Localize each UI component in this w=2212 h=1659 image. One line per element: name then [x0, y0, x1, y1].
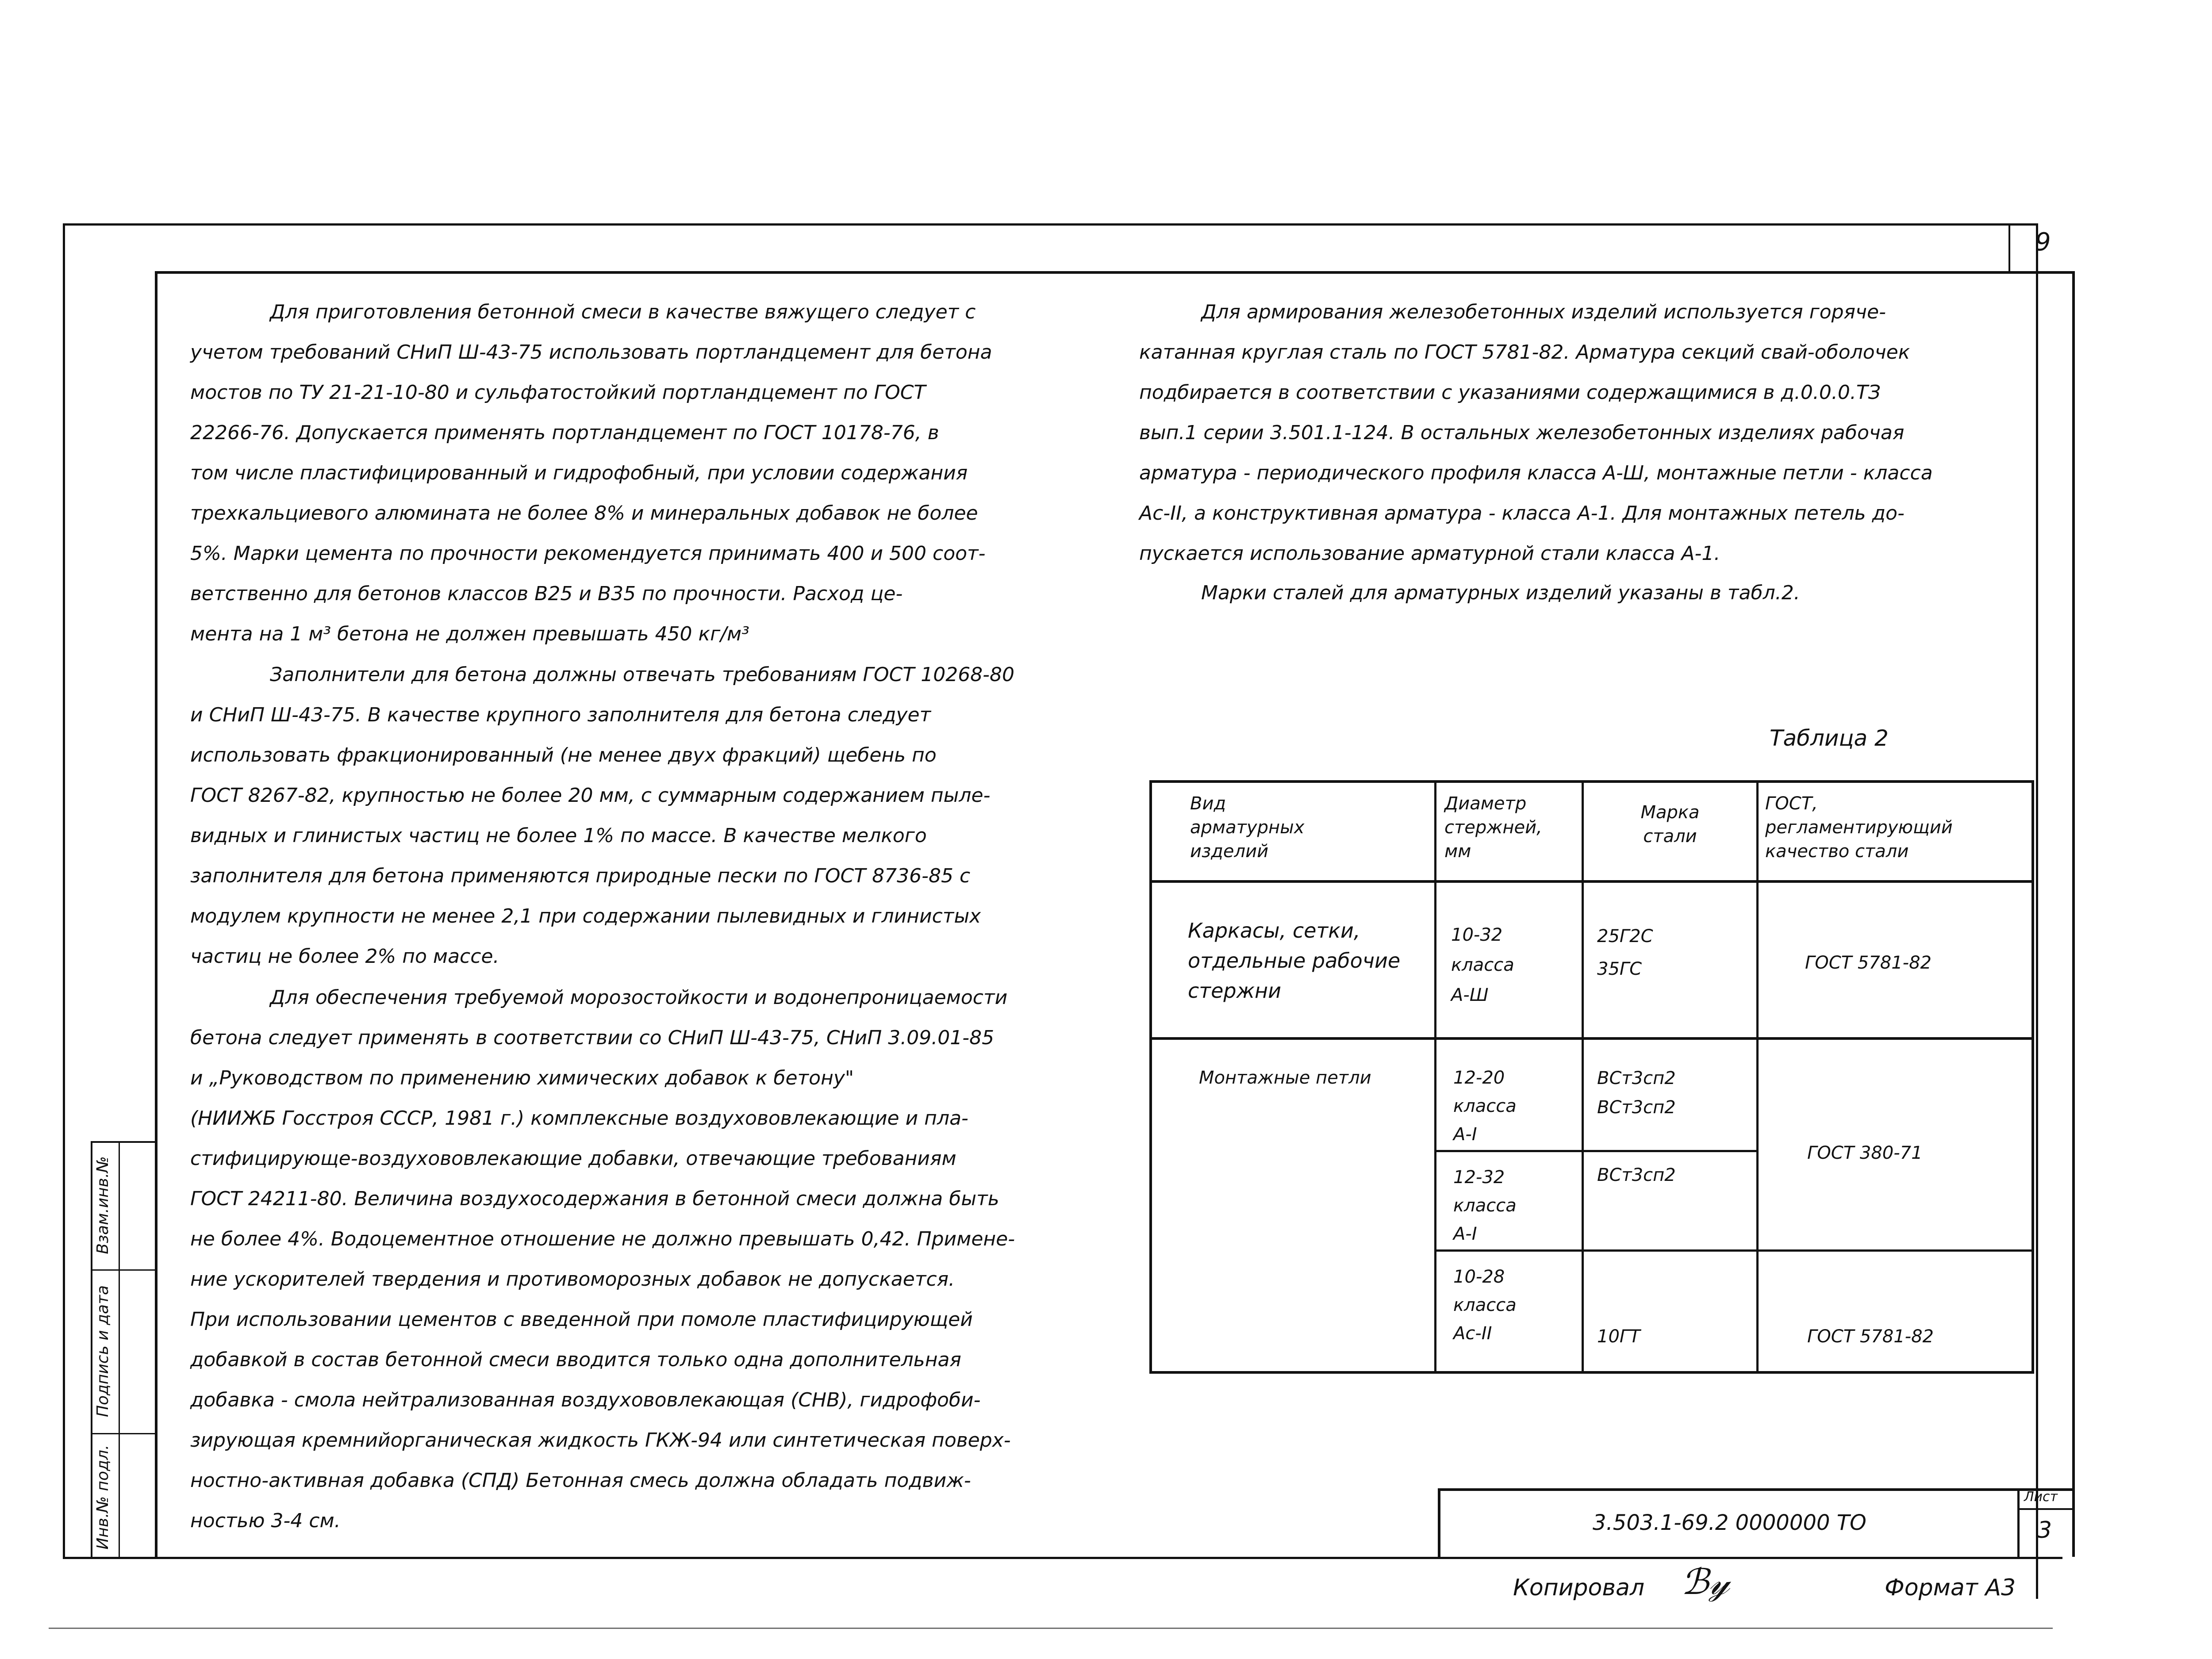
stamp-block-top: [91, 1141, 155, 1143]
copier-signature: ℬ𝓎: [1681, 1561, 1730, 1602]
title-block-left: [1438, 1488, 1440, 1557]
outer-frame-left: [63, 223, 65, 1559]
table-row-2-diameter: 12-20 класса А-I: [1453, 1068, 1517, 1145]
table-col-divider-3: [1756, 780, 1759, 1374]
inner-frame-top: [155, 271, 2075, 274]
table-border-top: [1149, 780, 2034, 783]
footer-underline: [49, 1628, 2053, 1629]
copied-by-label: Копировал: [1513, 1575, 1645, 1601]
table-border-left: [1149, 780, 1152, 1374]
right-paragraph-1: Для армирования железобетонных изделий используется горяче- катанная круглая сталь по ГОСТ 5781-82. Арматура секций свай-оболочек подбирается в соответствии с указаниями содержащимися в д.0.0.0.ТЗ вып.1 серии 3.501.1-124. В остальных железобетонных изделиях рабочая арматура - периодического профиля класса А-Ш, монтажные петли - класса Ас-II, а конструктивная арматура - класса А-1. Для монтажных петель до- пускается использование арматурной стали класса А-1.: [1139, 301, 1933, 565]
right-paragraph-2: Марки сталей для арматурных изделий указаны в табл.2.: [1201, 582, 1800, 604]
inner-frame-left: [155, 271, 157, 1557]
table-row-4-diameter: 10-28 класса Ас-II: [1453, 1267, 1517, 1344]
title-block-top: [1438, 1488, 2075, 1491]
table-row-2-kind: Монтажные петли: [1199, 1068, 1371, 1088]
stamp-signature-date: Подпись и дата: [94, 1285, 112, 1418]
title-block-sheet-divider: [2017, 1488, 2020, 1557]
sheet-label: Лист: [2024, 1489, 2058, 1505]
table-row-2-gost: ГОСТ 380-71: [1807, 1143, 1923, 1163]
sheet-number: 3: [2037, 1517, 2052, 1544]
table-row-3-steel: ВСт3сп2: [1597, 1165, 1676, 1185]
table-border-bottom: [1149, 1371, 2034, 1374]
stamp-replacement-inventory: Взам.инв.№: [94, 1156, 112, 1254]
stamp-block-left: [91, 1141, 92, 1557]
table-row-3-diameter: 12-32 класса А-I: [1453, 1167, 1517, 1244]
outer-frame-top: [63, 223, 2038, 226]
table-row-4-steel: 10ГТ: [1597, 1326, 1640, 1347]
format-label: Формат А3: [1885, 1575, 2016, 1601]
table-sub-1: [1434, 1150, 1756, 1152]
table-header-steel: Марка стали: [1640, 802, 1700, 847]
page-number: 9: [2035, 228, 2051, 257]
table-caption: Таблица 2: [1770, 725, 1889, 751]
page-number-box-left: [2008, 223, 2010, 271]
table-header-kind: Вид арматурных изделий: [1190, 793, 1305, 862]
stamp-block-mid: [119, 1141, 120, 1557]
table-col-divider-1: [1434, 780, 1436, 1374]
title-block-sheet-label-line: [2017, 1508, 2075, 1510]
stamp-inventory-number: Инв.№ подл.: [94, 1444, 112, 1550]
table-row-4-gost: ГОСТ 5781-82: [1807, 1326, 1934, 1347]
table-row-2-steel: ВСт3сп2 ВСт3сп2: [1597, 1068, 1676, 1118]
table-row-1-kind: Каркасы, сетки, отдельные рабочие стержни: [1188, 919, 1401, 1003]
table-header-diameter: Диаметр стержней, мм: [1444, 793, 1542, 862]
table-sub-2: [1434, 1249, 2034, 1252]
table-header-bottom: [1149, 880, 2034, 883]
inner-frame-right: [2072, 271, 2075, 1557]
table-row-1-gost: ГОСТ 5781-82: [1805, 953, 1932, 973]
document-designation: 3.503.1-69.2 0000000 ТО: [1593, 1510, 1866, 1535]
table-border-right: [2032, 780, 2034, 1374]
left-paragraph-2: Заполнители для бетона должны отвечать требованиям ГОСТ 10268-80 и СНиП Ш-43-75. В качестве крупного заполнителя для бетона следует использовать фракционированный (не менее двух фракций) щебень по ГОСТ 8267-82, крупностью не более 20 мм, с суммарным содержанием пыле- видных и глинистых частиц не более 1% по массе. В качестве мелкого заполнителя для бетона применяются природные пески по ГОСТ 8736-85 с модулем крупности не менее 2,1 при содержании пылевидных и глинистых частиц не более 2% по массе.: [190, 663, 1015, 968]
table-row1-bottom: [1149, 1037, 2034, 1040]
table-header-gost: ГОСТ, регламентирующий качество стали: [1765, 793, 1953, 862]
left-paragraph-3: Для обеспечения требуемой морозостойкости и водонепроницаемости бетона следует применять в соответствии со СНиП Ш-43-75, СНиП 3.09.01-85 и „Руководством по применению химических добавок к бетону" (НИИЖБ Госстроя СССР, 1981 г.) комплексные воздухововлекающие и пла- стифицирующе-воздухововлекающие добавки, отвечающие требованиям ГОСТ 24211-80. Величина воздухосодержания в бетонной смеси должна быть не более 4%. Водоцементное отношение не должно превышать 0,42. Примене- ние ускорителей твердения и противоморозных добавок не допускается. При использовании цементов с введенной при помоле пластифицирующей добавкой в состав бетонной смеси вводится только одна дополнительная добавка - смола нейтрализованная воздухововлекающая (СНВ), гидрофоби- зирующая кремнийорганическая жидкость ГКЖ-94 или синтетическая поверх- ностно-активная добавка (СПД) Бетонная смесь должна обладать подвиж- ностью 3-4 см.: [190, 986, 1015, 1532]
outer-frame-bottom: [63, 1557, 2062, 1559]
left-paragraph-1: Для приготовления бетонной смеси в качестве вяжущего следует с учетом требований СНиП Ш-43-75 использовать портландцемент для бетона мостов по ТУ 21-21-10-80 и сульфатостойкий портландцемент по ГОСТ 22266-76. Допускается применять портландцемент по ГОСТ 10178-76, в том числе пластифицированный и гидрофобный, при условии содержания трехкальциевого алюмината не более 8% и минеральных добавок не более 5%. Марки цемента по прочности рекомендуется принимать 400 и 500 соот- ветственно для бетонов классов В25 и В35 по прочности. Расход це- мента на 1 м³ бетона не должен превышать 450 кг/м³: [190, 301, 992, 645]
table-row-1-diameter: 10-32 класса А-Ш: [1451, 925, 1514, 1005]
table-row-1-steel: 25Г2С 35ГС: [1597, 926, 1653, 979]
table-col-divider-2: [1582, 780, 1584, 1374]
